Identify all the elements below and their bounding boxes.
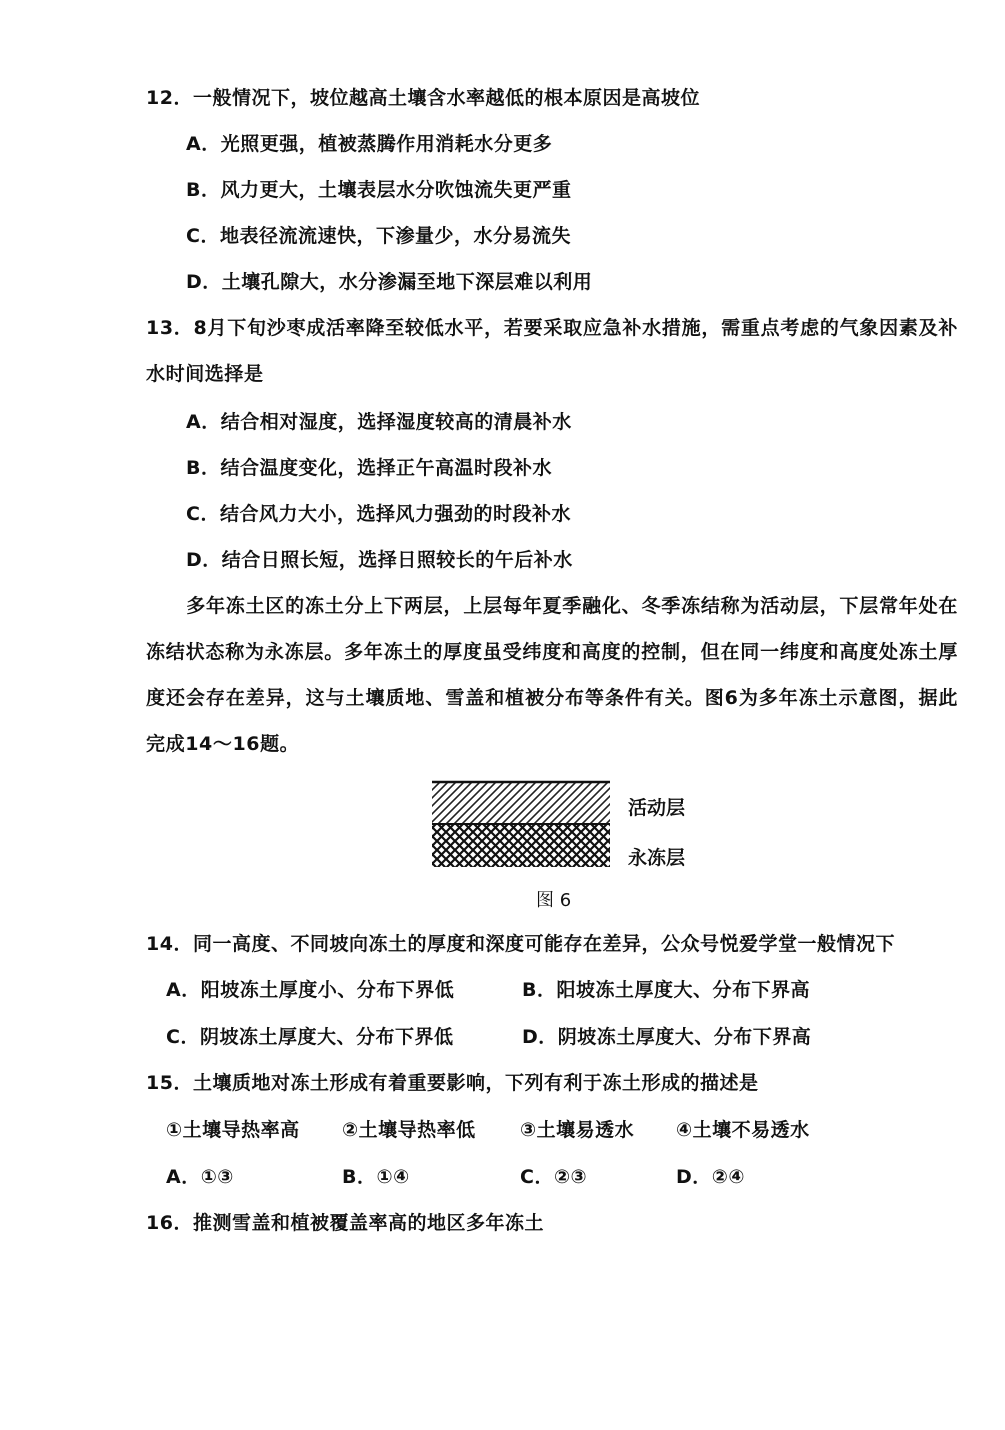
question-12-option-a: A．光照更强，植被蒸腾作用消耗水分更多: [186, 133, 553, 155]
question-14-option-d: D．阴坡冻土厚度大、分布下界高: [522, 1026, 812, 1048]
reading-passage: [146, 583, 958, 767]
question-15-item-1: ①土壤导热率高: [166, 1119, 300, 1141]
question-13-option-d: D．结合日照长短，选择日照较长的午后补水: [186, 549, 573, 571]
passage-text: 多年冻土区的冻土分上下两层，上层每年夏季融化、冬季冻结称为活动层，下层常年处在冻结状态称为永冻层。多年冻土的厚度虽受纬度和高度的控制，但在同一纬度和高度处冻土厚度还会存在差异，这与土壤质地、雪盖和植被分布等条件有关。图6为多年冻土示意图，据此完成14～16题。: [146, 595, 958, 755]
question-14-option-c: C．阴坡冻土厚度大、分布下界低: [166, 1026, 454, 1048]
question-13-option-a: A．结合相对湿度，选择湿度较高的清晨补水: [186, 411, 572, 433]
question-15-item-2: ②土壤导热率低: [342, 1119, 476, 1141]
question-12-option-c: C．地表径流流速快，下渗量少，水分易流失: [186, 225, 571, 247]
permafrost-layer-band: [432, 825, 610, 867]
question-15-item-4: ④土壤不易透水: [676, 1119, 810, 1141]
active-layer-band: [432, 782, 610, 824]
question-15-item-3: ③土壤易透水: [520, 1119, 635, 1141]
question-13-stem: 13．8月下旬沙枣成活率降至较低水平，若要采取应急补水措施，需重点考虑的气象因素及补水时间选择是: [146, 317, 958, 385]
question-15-stem: 15．土壤质地对冻土形成有着重要影响，下列有利于冻土形成的描述是: [146, 1072, 759, 1094]
question-12-stem: 12．一般情况下，坡位越高土壤含水率越低的根本原因是高坡位: [146, 87, 700, 109]
question-13-option-c: C．结合风力大小，选择风力强劲的时段补水: [186, 503, 571, 525]
question-13-option-b: B．结合温度变化，选择正午高温时段补水: [186, 457, 552, 479]
question-15-option-d: D．②④: [676, 1166, 745, 1188]
question-14-option-b: B．阳坡冻土厚度大、分布下界高: [522, 979, 810, 1001]
active-layer-label: 活动层: [628, 797, 686, 819]
permafrost-diagram: [428, 778, 614, 870]
question-14-stem: 14．同一高度、不同坡向冻土的厚度和深度可能存在差异，公众号悦爱学堂一般情况下: [146, 933, 895, 955]
question-15-option-c: C．②③: [520, 1166, 588, 1188]
question-16-stem: 16．推测雪盖和植被覆盖率高的地区多年冻土: [146, 1212, 544, 1234]
permafrost-layer-label: 永冻层: [628, 847, 686, 869]
figure-caption: 图 6: [536, 890, 572, 911]
question-15-option-a: A．①③: [166, 1166, 234, 1188]
question-12-option-d: D．土壤孔隙大，水分渗漏至地下深层难以利用: [186, 271, 593, 293]
question-14-option-a: A．阳坡冻土厚度小、分布下界低: [166, 979, 455, 1001]
question-15-option-b: B．①④: [342, 1166, 410, 1188]
question-12-option-b: B．风力更大，土壤表层水分吹蚀流失更严重: [186, 179, 572, 201]
